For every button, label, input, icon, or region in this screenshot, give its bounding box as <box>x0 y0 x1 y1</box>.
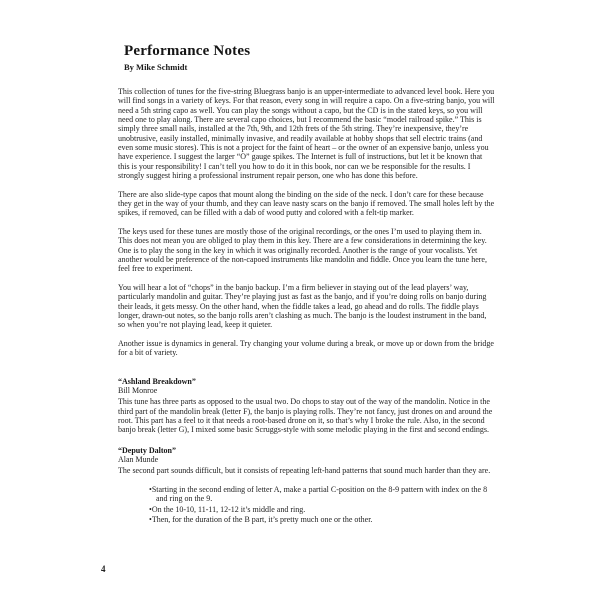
byline: By Mike Schmidt <box>124 62 188 72</box>
song-title: “Deputy Dalton” <box>118 445 177 455</box>
song-title: “Ashland Breakdown” <box>118 376 196 386</box>
page-title: Performance Notes <box>124 43 251 59</box>
song-notes-paragraph: The second part sounds difficult, but it consists of repeating left-hand patterns that sound much harder than they are. <box>118 466 491 476</box>
intro-paragraph-5: Another issue is dynamics in general. Try changing your volume during a break, or move up or down from the bridge for a bit of variety. <box>118 339 494 358</box>
song-author: Bill Monroe <box>118 386 158 396</box>
song-section-ashland-breakdown <box>118 377 495 435</box>
page-content <box>118 44 495 526</box>
intro-paragraph-1: This collection of tunes for the five-string Bluegrass banjo is an upper-intermediate to advanced level book. Here you will find songs in a variety of keys. For that reason, every song in will require a capo. On a five-string banjo, you will need a 5th string capo as well. You can play the songs without a capo, but the CD is in the stated keys, so you will need one to play along. There are several capo choices, but I recommend the basic “model railroad spike.” This is simply three small nails, installed at the 7th, 9th, and 12th frets of the 5th string. They’re inexpensive, they’re unobtrusive, easily installed, minimally invasive, and readily available at hobby shops that sell electric trains (and even some music stores). This is not a project for the faint of heart – or the owner of an expensive banjo, unless you have experience. I suggest the larger “O” gauge spikes. The Internet is full of instructions, but let it be known that this is your responsibility! I can’t tell you how to do it in this book, nor can we be responsible for the results. I strongly suggest hiring a professional instrument repair person, one who has done this before. <box>118 87 495 181</box>
bullet-item: • Starting in the second ending of letter A, make a partial C-position on the 8-9 pattern with index on the 8 and ring on the 9. <box>149 485 495 504</box>
page-number: 4 <box>101 564 106 574</box>
intro-paragraph-3: The keys used for these tunes are mostly those of the original recordings, or the ones I’m used to playing them in. This does not mean you are obliged to play them in this key. There are a few considerations in determining the key. One is to play the song in the key in which it was originally recorded. Another is the range of your vocalists. Yet another would be preference of the non-capoed instruments like mandolin and fiddle. Once you learn the tune here, feel free to experiment. <box>118 227 487 274</box>
bullet-item: • On the 10-10, 11-11, 12-12 it’s middle and ring. <box>149 505 495 515</box>
song-author: Alan Munde <box>118 455 159 465</box>
bullet-item: • Then, for the duration of the B part, it’s pretty much one or the other. <box>149 515 495 525</box>
song-section-deputy-dalton <box>118 446 495 525</box>
intro-paragraph-4: You will hear a lot of “chops” in the banjo backup. I’m a firm believer in staying out of the lead players’ way, particularly mandolin and guitar. They’re playing just as fast as the banjo, and if you’re doing rolls on banjo during their leads, it gets messy. On the other hand, when the fiddle takes a lead, go ahead and do rolls. The fiddle plays longer, drawn-out notes, so the banjo rolls aren’t clashing as much. The banjo is the loudest instrument in the band, so when you’re not playing lead, keep it quieter. <box>118 283 487 330</box>
technique-bullet-list <box>149 485 495 525</box>
intro-paragraph-2: There are also slide-type capos that mount along the binding on the side of the neck. I don’t care for these because they get in the way of your thumb, and they can leave nasty scars on the banjo if removed. The small holes left by the spikes, if removed, can be filled with a dab of wood putty and colored with a felt-tip marker. <box>118 189 495 218</box>
song-notes-paragraph: This tune has three parts as opposed to the usual two. Do chops to stay out of the way of the mandolin. Notice in the third part of the mandolin break (letter F), the banjo is playing rolls. They’re not fancy, just drones on and around the root. This part has a feel to it that needs a root-based drone on it, so that’s why I broke the rule. Also, in the second banjo break (letter G), I mixed some basic Scruggs-style with some melodic playing in the first and second endings. <box>118 397 493 435</box>
